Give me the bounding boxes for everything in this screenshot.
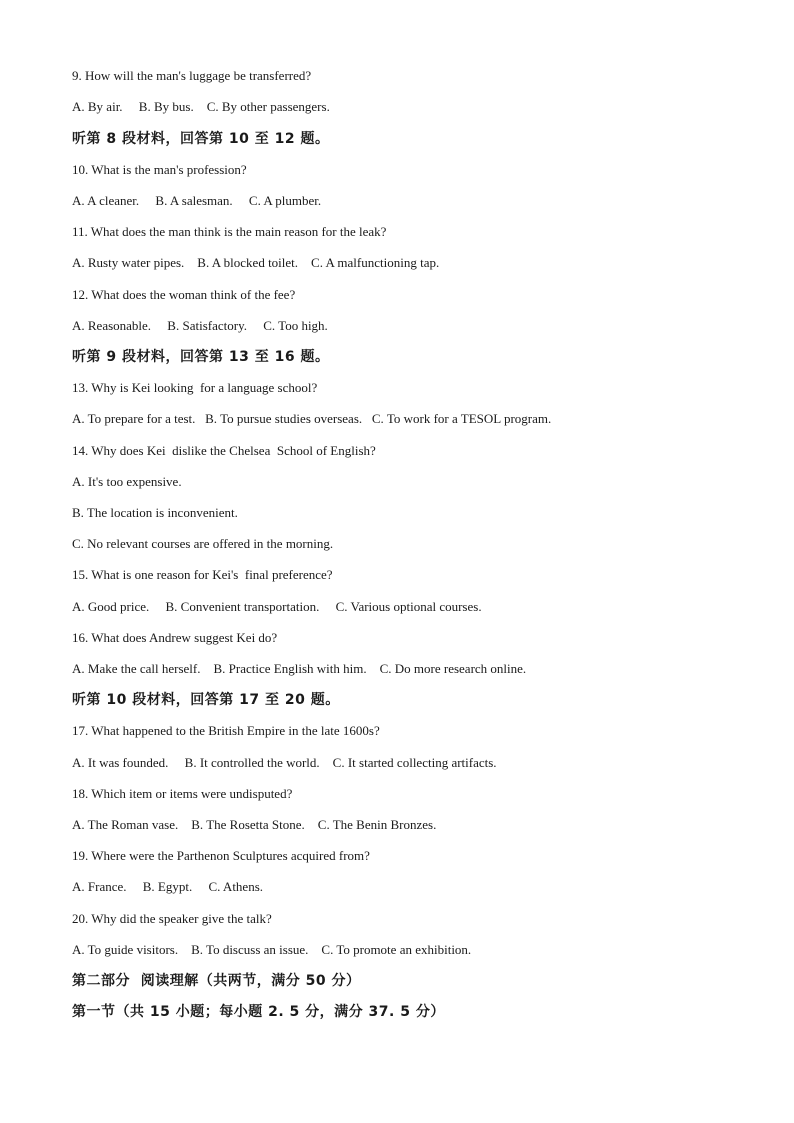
options-14-c: C. No relevant courses are offered in the morning. xyxy=(72,536,334,551)
options-18: A. The Roman vase. B. The Rosetta Stone. C. The Benin Bronzes. xyxy=(72,817,437,832)
options-10: A. A cleaner. B. A salesman. C. A plumber. xyxy=(72,193,322,208)
options-9: A. By air. B. By bus. C. By other passengers. xyxy=(72,99,330,114)
section-heading-9: 听第 9 段材料，回答第 13 至 16 题。 xyxy=(72,349,330,365)
question-17: 17. What happened to the British Empire in the late 1600s? xyxy=(72,723,380,738)
options-14-b: B. The location is inconvenient. xyxy=(72,505,238,520)
options-16: A. Make the call herself. B. Practice English with him. C. Do more research online. xyxy=(72,661,527,676)
part-two-heading: 第二部分 阅读理解（共两节，满分 50 分） xyxy=(72,973,361,989)
question-16: 16. What does Andrew suggest Kei do? xyxy=(72,630,278,645)
options-15: A. Good price. B. Convenient transportation. C. Various optional courses. xyxy=(72,599,482,614)
question-20: 20. Why did the speaker give the talk? xyxy=(72,911,272,926)
question-15: 15. What is one reason for Kei's final preference? xyxy=(72,567,333,582)
options-14-a: A. It's too expensive. xyxy=(72,474,182,489)
section-heading-8: 听第 8 段材料，回答第 10 至 12 题。 xyxy=(72,131,330,147)
section-heading-10: 听第 10 段材料，回答第 17 至 20 题。 xyxy=(72,692,340,708)
section-one-heading: 第一节（共 15 小题；每小题 2. 5 分，满分 37. 5 分） xyxy=(72,1004,445,1020)
question-12: 12. What does the woman think of the fee? xyxy=(72,287,296,302)
question-19: 19. Where were the Parthenon Sculptures acquired from? xyxy=(72,848,370,863)
options-12: A. Reasonable. B. Satisfactory. C. Too high. xyxy=(72,318,328,333)
question-9: 9. How will the man's luggage be transferred? xyxy=(72,68,312,83)
question-11: 11. What does the man think is the main reason for the leak? xyxy=(72,224,387,239)
options-11: A. Rusty water pipes. B. A blocked toilet. C. A malfunctioning tap. xyxy=(72,255,440,270)
options-13: A. To prepare for a test. B. To pursue studies overseas. C. To work for a TESOL program. xyxy=(72,411,552,426)
options-20: A. To guide visitors. B. To discuss an issue. C. To promote an exhibition. xyxy=(72,942,472,957)
question-10: 10. What is the man's profession? xyxy=(72,162,247,177)
question-14: 14. Why does Kei dislike the Chelsea School of English? xyxy=(72,443,376,458)
question-18: 18. Which item or items were undisputed? xyxy=(72,786,293,801)
options-17: A. It was founded. B. It controlled the world. C. It started collecting artifacts. xyxy=(72,755,497,770)
question-13: 13. Why is Kei looking for a language school? xyxy=(72,380,318,395)
options-19: A. France. B. Egypt. C. Athens. xyxy=(72,879,264,894)
